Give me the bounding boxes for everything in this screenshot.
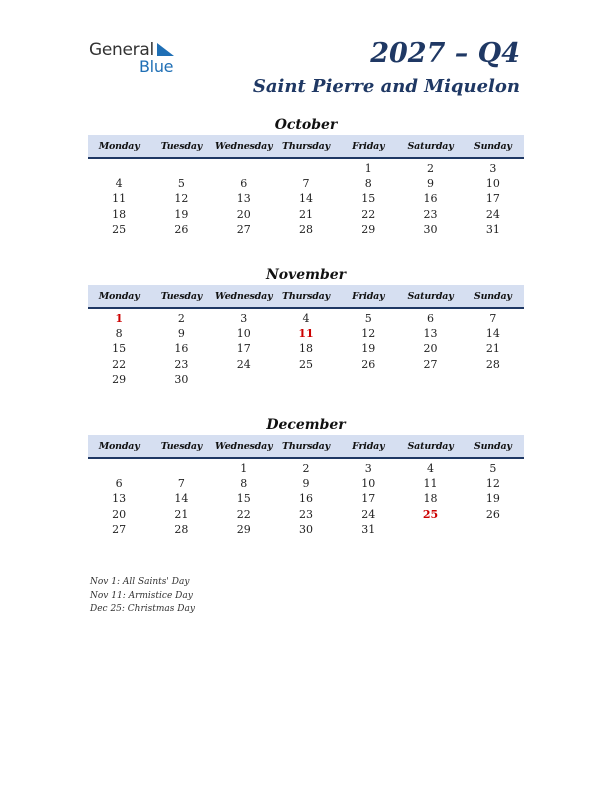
week-row <box>88 341 524 356</box>
week-row <box>88 207 524 222</box>
weekday-label: Sunday <box>473 440 512 452</box>
date-cell: 15 <box>112 342 127 356</box>
date-cell: 29 <box>236 522 251 536</box>
date-cell: 21 <box>485 342 500 356</box>
week-rows <box>88 461 524 537</box>
month-october <box>88 116 524 237</box>
date-cell: 30 <box>423 222 438 236</box>
date-cell: 2 <box>177 312 185 325</box>
date-cell: 4 <box>115 177 123 191</box>
date-cell: 5 <box>364 312 372 325</box>
week-row <box>88 357 524 372</box>
month-title: November <box>265 267 347 283</box>
date-cell <box>150 461 212 476</box>
date-cell: 25 <box>112 222 127 236</box>
date-cell: 4 <box>427 462 435 475</box>
date-cell: 31 <box>485 222 500 236</box>
date-cell <box>399 372 461 387</box>
date-cell: 19 <box>485 492 500 506</box>
date-cell: 23 <box>423 207 438 221</box>
holiday-notes <box>90 576 195 617</box>
date-cell: 19 <box>361 342 376 356</box>
date-cell: 23 <box>298 507 313 521</box>
date-cell: 6 <box>115 477 123 491</box>
date-cell <box>213 161 275 176</box>
date-cell: 1 <box>240 462 248 475</box>
date-cell: 8 <box>240 477 248 491</box>
date-cell <box>337 372 399 387</box>
date-cell: 24 <box>485 207 500 221</box>
week-row <box>88 176 524 191</box>
week-row <box>88 491 524 506</box>
date-cell: 21 <box>298 207 313 221</box>
date-cell: 22 <box>236 507 251 521</box>
date-cell: 17 <box>485 192 500 206</box>
weekday-label: Friday <box>352 440 385 452</box>
weekday-label: Monday <box>98 440 140 452</box>
weekday-header <box>88 135 524 159</box>
date-cell: 18 <box>112 207 127 221</box>
date-cell: 11 <box>423 477 438 491</box>
date-cell <box>213 372 275 387</box>
holiday-note: Nov 1: All Saints' Day <box>90 577 190 587</box>
date-cell: 4 <box>302 312 310 325</box>
date-cell: 19 <box>174 207 189 221</box>
date-cell: 13 <box>112 492 127 506</box>
date-cell: 2 <box>302 462 310 475</box>
date-cell: 17 <box>361 492 376 506</box>
weekday-label: Thursday <box>282 440 330 452</box>
date-cell: 12 <box>361 327 376 341</box>
date-cell: 12 <box>174 192 189 206</box>
date-cell: 28 <box>298 222 313 236</box>
date-cell: 27 <box>236 222 251 236</box>
date-cell: 16 <box>174 342 189 356</box>
weekday-label: Wednesday <box>215 440 273 452</box>
date-cell: 6 <box>240 177 248 191</box>
week-rows <box>88 161 524 237</box>
weekday-label: Wednesday <box>215 140 273 152</box>
weekday-label: Sunday <box>473 140 512 152</box>
date-cell: 16 <box>298 492 313 506</box>
date-cell: 14 <box>485 327 500 341</box>
weekday-label: Saturday <box>407 440 454 452</box>
date-cell: 22 <box>361 207 376 221</box>
weekday-label: Friday <box>352 290 385 302</box>
week-row <box>88 522 524 537</box>
date-cell: 28 <box>174 522 189 536</box>
month-november <box>88 266 524 387</box>
week-row <box>88 222 524 237</box>
date-cell: 8 <box>115 327 123 341</box>
date-cell: 15 <box>361 192 376 206</box>
page-subtitle: Saint Pierre and Miquelon <box>252 76 520 97</box>
week-row <box>88 476 524 491</box>
date-cell: 1 <box>364 162 372 175</box>
date-cell: 24 <box>361 507 376 521</box>
date-cell: 26 <box>361 357 376 371</box>
week-row <box>88 461 524 476</box>
date-cell <box>88 461 150 476</box>
month-title: October <box>274 117 338 133</box>
logo-text-blue: Blue <box>139 57 174 76</box>
week-row <box>88 326 524 341</box>
date-cell: 22 <box>112 357 127 371</box>
date-cell: 3 <box>240 312 248 325</box>
date-cell: 3 <box>364 462 372 475</box>
date-cell: 5 <box>489 462 497 475</box>
date-cell: 9 <box>302 477 310 491</box>
date-cell: 14 <box>174 492 189 506</box>
weekday-label: Thursday <box>282 140 330 152</box>
weekday-header <box>88 285 524 309</box>
weekday-label: Saturday <box>407 140 454 152</box>
logo-flag-icon <box>155 42 175 58</box>
date-cell: 2 <box>427 162 435 175</box>
date-cell: 5 <box>177 177 185 191</box>
date-cell: 9 <box>427 177 435 191</box>
weekday-header <box>88 435 524 459</box>
date-cell <box>462 372 524 387</box>
date-cell: 24 <box>236 357 251 371</box>
date-cell: 7 <box>302 177 310 191</box>
date-cell: 28 <box>485 357 500 371</box>
weekday-label: Sunday <box>473 290 512 302</box>
generalblue-logo <box>89 40 189 76</box>
logo-text-general: General <box>89 40 154 60</box>
date-cell: 27 <box>112 522 127 536</box>
date-cell: 25 <box>298 357 313 371</box>
date-cell: 13 <box>236 192 251 206</box>
holiday-date-cell: 11 <box>298 327 314 341</box>
date-cell: 11 <box>112 192 127 206</box>
date-cell <box>150 161 212 176</box>
date-cell: 21 <box>174 507 189 521</box>
weekday-label: Wednesday <box>215 290 273 302</box>
week-row <box>88 372 524 387</box>
week-row <box>88 161 524 176</box>
date-cell: 18 <box>298 342 313 356</box>
weekday-label: Tuesday <box>160 140 203 152</box>
date-cell: 27 <box>423 357 438 371</box>
weekday-label: Monday <box>98 140 140 152</box>
date-cell: 26 <box>174 222 189 236</box>
month-december <box>88 416 524 537</box>
week-row <box>88 311 524 326</box>
date-cell: 16 <box>423 192 438 206</box>
date-cell: 29 <box>112 372 127 386</box>
date-cell: 31 <box>361 522 376 536</box>
date-cell <box>399 522 461 537</box>
date-cell: 10 <box>361 477 376 491</box>
date-cell: 23 <box>174 357 189 371</box>
date-cell: 12 <box>485 477 500 491</box>
date-cell: 3 <box>489 162 497 175</box>
holiday-date-cell: 1 <box>115 312 123 325</box>
weekday-label: Tuesday <box>160 290 203 302</box>
date-cell: 20 <box>236 207 251 221</box>
date-cell: 7 <box>489 312 497 325</box>
date-cell: 9 <box>177 327 185 341</box>
date-cell: 14 <box>298 192 313 206</box>
date-cell: 10 <box>485 177 500 191</box>
holiday-date-cell: 25 <box>422 507 439 521</box>
week-rows <box>88 311 524 387</box>
weekday-label: Friday <box>352 140 385 152</box>
date-cell: 8 <box>364 177 372 191</box>
date-cell: 18 <box>423 492 438 506</box>
date-cell <box>88 161 150 176</box>
date-cell: 10 <box>236 327 251 341</box>
date-cell: 20 <box>423 342 438 356</box>
date-cell: 20 <box>112 507 127 521</box>
date-cell: 6 <box>427 312 435 325</box>
date-cell <box>462 522 524 537</box>
weekday-label: Monday <box>98 290 140 302</box>
date-cell <box>275 161 337 176</box>
weekday-label: Tuesday <box>160 440 203 452</box>
date-cell: 17 <box>236 342 251 356</box>
date-cell: 13 <box>423 327 438 341</box>
date-cell: 7 <box>177 477 185 491</box>
date-cell: 30 <box>174 372 189 386</box>
holiday-note: Nov 11: Armistice Day <box>90 590 193 601</box>
date-cell: 30 <box>298 522 313 536</box>
holiday-note: Dec 25: Christmas Day <box>90 604 195 614</box>
date-cell: 26 <box>485 507 500 521</box>
weekday-label: Thursday <box>282 290 330 302</box>
week-row <box>88 507 524 522</box>
month-title: December <box>266 417 346 433</box>
date-cell: 29 <box>361 222 376 236</box>
week-row <box>88 191 524 206</box>
page-title: 2027 – Q4 <box>370 38 520 69</box>
date-cell <box>275 372 337 387</box>
date-cell: 15 <box>236 492 251 506</box>
weekday-label: Saturday <box>407 290 454 302</box>
